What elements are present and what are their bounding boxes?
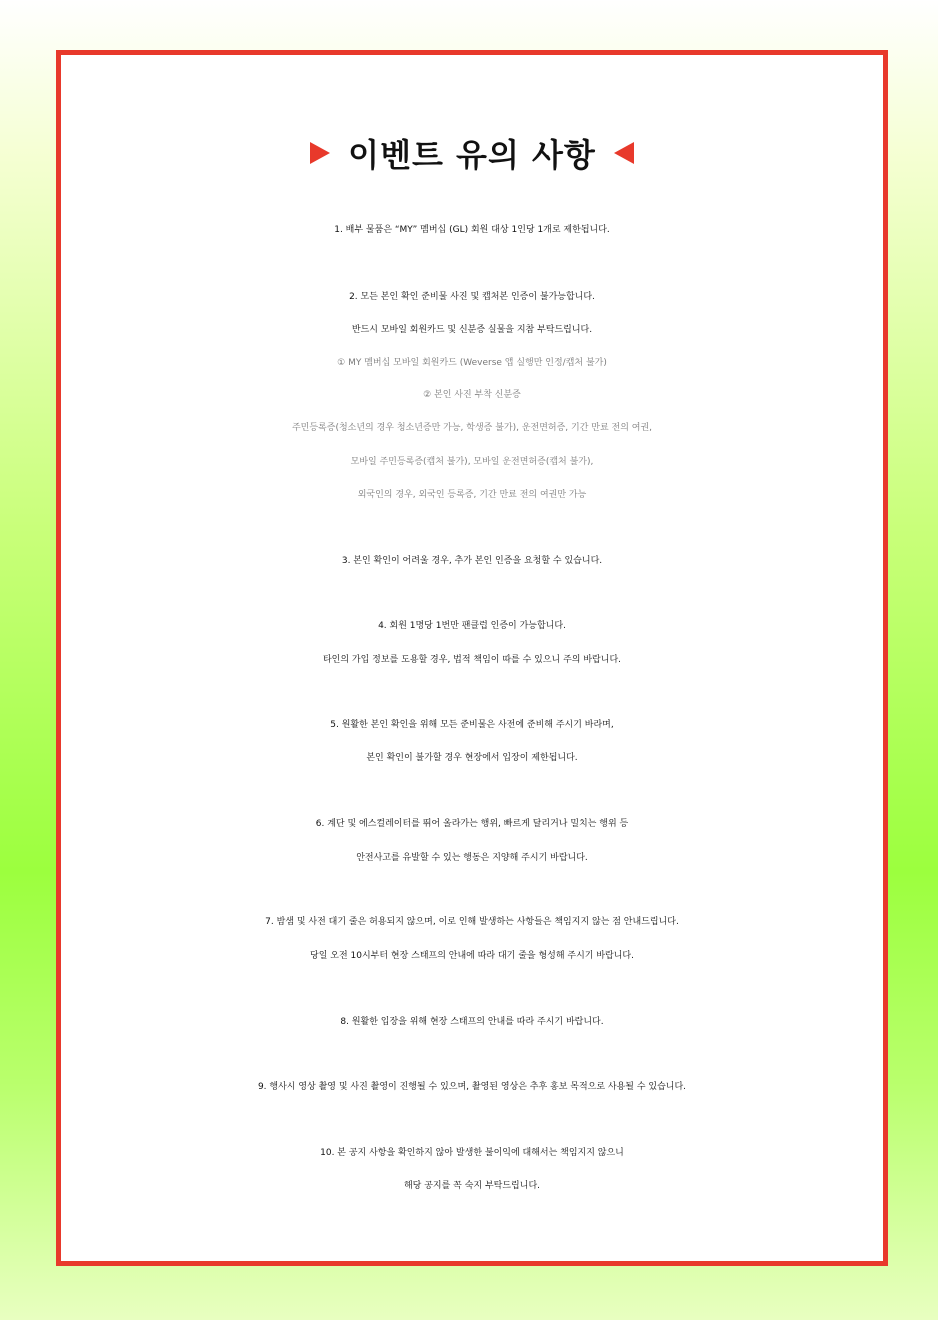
notice-frame: [56, 50, 888, 1266]
notice-2-detail-1: ① MY 멤버십 모바일 회원카드 (Weverse 앱 실행만 인정/캡처 불가): [337, 358, 607, 368]
notice-2-line-1: 2. 모든 본인 확인 준비물 사진 및 캡처본 인증이 불가능합니다.: [349, 292, 595, 302]
notice-10-line-2: 해당 공지를 꼭 숙지 부탁드립니다.: [403, 1181, 541, 1191]
notice-2-detail-5: 외국인의 경우, 외국인 등록증, 기간 만료 전의 여권만 가능: [357, 490, 587, 500]
notice-8: 8. 원활한 입장을 위해 현장 스태프의 안내를 따라 주시기 바랍니다.: [340, 1017, 604, 1027]
notice-5-line-2: 본인 확인이 불가할 경우 현장에서 입장이 제한됩니다.: [366, 753, 578, 763]
notice-3: 3. 본인 확인이 어려울 경우, 추가 본인 인증을 요청할 수 있습니다.: [341, 556, 603, 566]
triangle-right-icon: [310, 142, 330, 164]
notice-5-line-1: 5. 원활한 본인 확인을 위해 모든 준비물은 사전에 준비해 주시기 바라며,: [330, 720, 614, 730]
notice-10-line-1: 10. 본 공지 사항을 확인하지 않아 발생한 불이익에 대해서는 책임지지 않으니: [320, 1148, 624, 1158]
notice-7-line-1: 7. 밤샘 및 사전 대기 줄은 허용되지 않으며, 이로 인해 발생하는 사항들은 책임지지 않는 점 안내드립니다.: [265, 917, 679, 927]
notice-9: 9. 행사시 영상 촬영 및 사진 촬영이 진행될 수 있으며, 촬영된 영상은 추후 홍보 목적으로 사용될 수 있습니다.: [257, 1082, 687, 1092]
notice-2-line-2: 반드시 모바일 회원카드 및 신분증 실물을 지참 부탁드립니다.: [351, 325, 593, 335]
notice-7-line-2: 당일 오전 10시부터 현장 스태프의 안내에 따라 대기 줄을 형성해 주시기 바랍니다.: [310, 951, 634, 961]
notice-2-detail-4: 모바일 주민등록증(캡처 불가), 모바일 운전면허증(캡처 불가),: [350, 457, 594, 467]
notice-2-detail-3: 주민등록증(청소년의 경우 청소년증만 가능, 학생증 불가), 운전면허증, 기간 만료 전의 여권,: [291, 423, 653, 433]
notice-6-line-2: 안전사고를 유발할 수 있는 행동은 지양해 주시기 바랍니다.: [356, 853, 588, 863]
notice-6-line-1: 6. 계단 및 에스컬레이터를 뛰어 올라가는 행위, 빠르게 달리거나 밀치는 행위 등: [315, 819, 629, 829]
title-row: [61, 127, 883, 179]
notice-1: 1. 배부 물품은 “MY” 멤버십 (GL) 회원 대상 1인당 1개로 제한됩니다.: [334, 225, 610, 235]
notice-2-detail-2: ② 본인 사진 부착 신분증: [423, 390, 521, 400]
triangle-left-icon: [614, 142, 634, 164]
page-title: 이벤트 유의 사항: [348, 136, 596, 174]
notice-4-line-2: 타인의 가입 정보를 도용할 경우, 법적 책임이 따를 수 있으니 주의 바랍니다.: [322, 655, 621, 665]
notice-4-line-1: 4. 회원 1명당 1번만 팬클럽 인증이 가능합니다.: [378, 621, 566, 631]
